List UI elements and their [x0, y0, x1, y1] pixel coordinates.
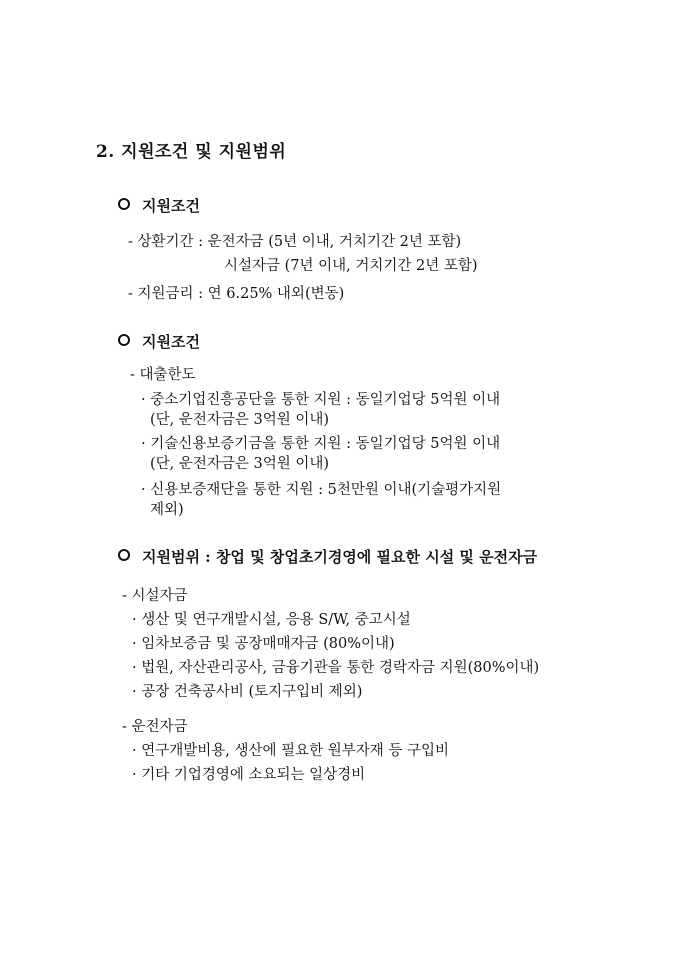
loan-limit-label: - 대출한도: [130, 367, 196, 383]
section-heading-conditions: 지원조건: [118, 196, 200, 216]
section-heading-scope: 지원범위 : 창업 및 창업초기경영에 필요한 시설 및 운전자금: [118, 547, 537, 567]
loan-limit-credit-foundation: · 신용보증재단을 통한 지원 : 5천만원 이내(기술평가지원: [141, 482, 502, 498]
repayment-period-operating: - 상환기간 : 운전자금 (5년 이내, 거치기간 2년 포함): [128, 234, 462, 250]
operating-funds-label: - 운전자금: [122, 719, 188, 735]
circle-bullet-icon: [118, 549, 130, 561]
section-heading-conditions-2: 지원조건: [118, 332, 200, 352]
interest-rate: - 지원금리 : 연 6.25% 내외(변동): [128, 286, 345, 302]
operating-item: · 기타 기업경영에 소요되는 일상경비: [132, 767, 366, 783]
facility-item: · 공장 건축공사비 (토지구입비 제외): [132, 684, 363, 700]
page-title: 2. 지원조건 및 지원범위: [96, 142, 287, 162]
circle-bullet-icon: [118, 198, 130, 210]
repayment-period-facility: 시설자금 (7년 이내, 거치기간 2년 포함): [224, 258, 478, 274]
loan-limit-kotec: · 기술신용보증기금을 통한 지원 : 동일기업당 5억원 이내: [141, 436, 501, 452]
loan-limit-credit-foundation-cont: 제외): [150, 502, 184, 518]
loan-limit-kotec-note: (단, 운전자금은 3억원 이내): [150, 456, 330, 472]
facility-funds-label: - 시설자금: [122, 588, 188, 604]
facility-item: · 임차보증금 및 공장매매자금 (80%이내): [132, 636, 395, 652]
circle-bullet-icon: [118, 334, 130, 346]
operating-item: · 연구개발비용, 생산에 필요한 원부자재 등 구입비: [132, 743, 450, 759]
loan-limit-sbc: · 중소기업진흥공단을 통한 지원 : 동일기업당 5억원 이내: [141, 392, 501, 408]
facility-item: · 생산 및 연구개발시설, 응용 S/W, 중고시설: [132, 612, 411, 628]
loan-limit-sbc-note: (단, 운전자금은 3억원 이내): [150, 412, 330, 428]
facility-item: · 법원, 자산관리공사, 금융기관을 통한 경락자금 지원(80%이내): [132, 660, 540, 676]
